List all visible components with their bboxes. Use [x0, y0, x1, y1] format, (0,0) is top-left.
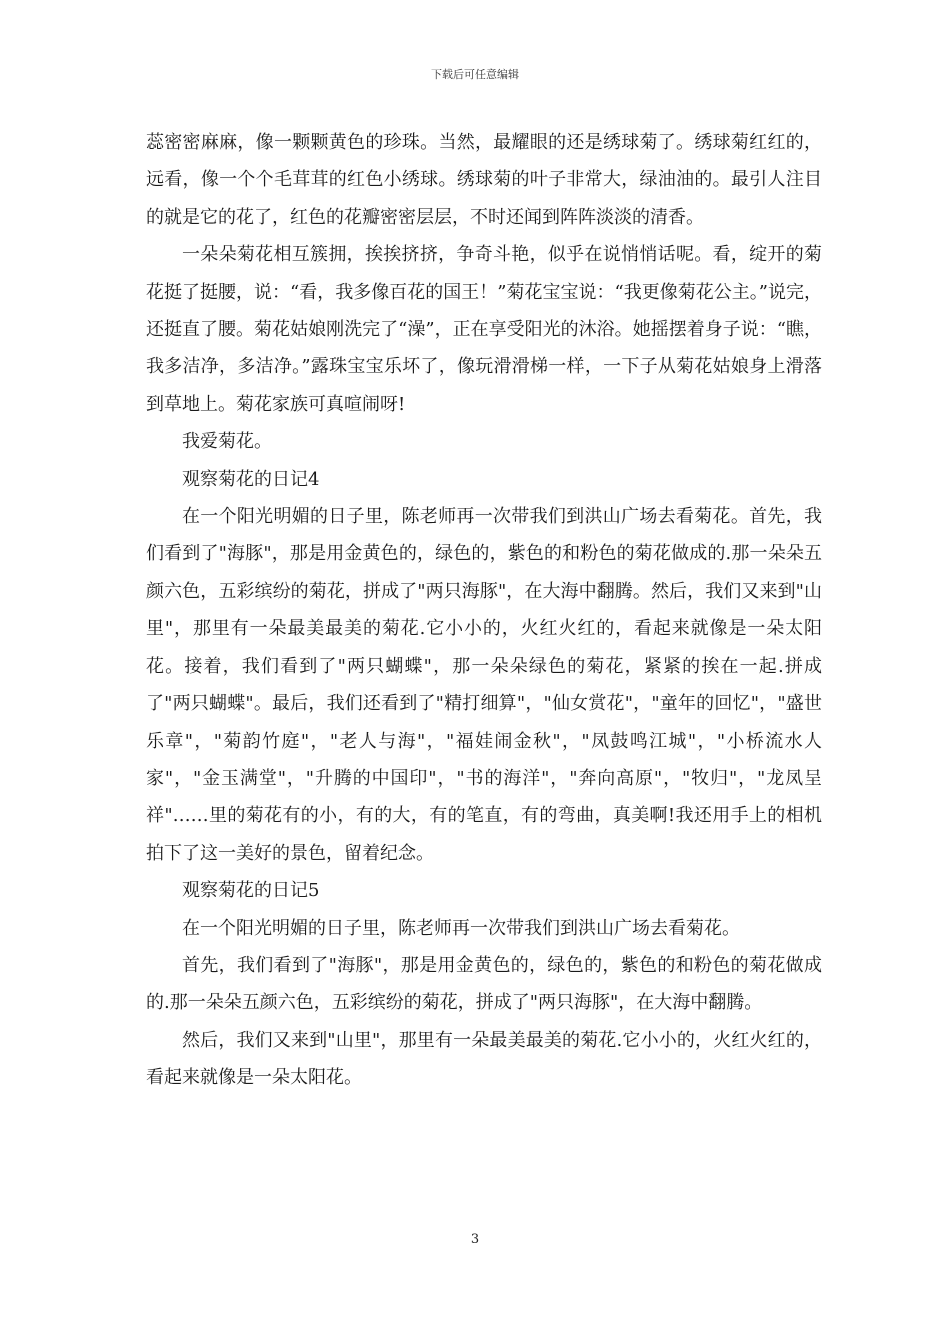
paragraph-diary-5-then: 然后，我们又来到"山里"，那里有一朵最美最美的菊花.它小小的，火红火红的，看起来就像是一朵太阳花。: [146, 1029, 822, 1089]
paragraph-diary-5-intro: 在一个阳光明媚的日子里，陈老师再一次带我们到洪山广场去看菊花。: [182, 917, 740, 939]
page-header: 下载后可任意编辑: [431, 68, 519, 81]
paragraph-diary-5-first: 首先，我们看到了"海豚"，那是用金黄色的，绿色的，紫色的和粉色的菊花做成的.那一朵朵五颜六色，五彩缤纷的菊花，拼成了"两只海豚"，在大海中翻腾。: [146, 954, 822, 1014]
document-body: [146, 124, 822, 1097]
page-number: 3: [470, 1232, 480, 1247]
paragraph-chrysanthemum-family: 一朵朵菊花相互簇拥，挨挨挤挤，争奇斗艳，似乎在说悄悄话呢。看，绽开的菊花挺了挺腰，说：“看，我多像百花的国王！”菊花宝宝说：“我更像菊花公主。”说完，还挺直了腰。菊花姑娘刚洗完了“澡”，正在享受阳光的沐浴。她摇摆着身子说：“瞧，我多洁净，多洁净。”露珠宝宝乐坏了，像玩滑滑梯一样，一下子从菊花姑娘身上滑落到草地上。菊花家族可真喧闹呀!: [146, 244, 822, 415]
paragraph-i-love-chrysanthemums: 我爱菊花。: [182, 431, 272, 453]
diary-heading-5: 观察菊花的日记5: [182, 880, 320, 902]
paragraph-diary-4-body: 在一个阳光明媚的日子里，陈老师再一次带我们到洪山广场去看菊花。首先，我们看到了"海豚"，那是用金黄色的，绿色的，紫色的和粉色的菊花做成的.那一朵朵五颜六色，五彩缤纷的菊花，拼成了"两只海豚"，在大海中翻腾。然后，我们又来到"山里"，那里有一朵最美最美的菊花.它小小的，火红火红的，看起来就像是一朵太阳花。接着，我们看到了"两只蝴蝶"，那一朵朵绿色的菊花，紧紧的挨在一起.拼成了"两只蝴蝶"。最后，我们还看到了"精打细算"，"仙女赏花"，"童年的回忆"，"盛世乐章"，"菊韵竹庭"，"老人与海"，"福娃闹金秋"，"凤鼓鸣江城"，"小桥流水人家"，"金玉满堂"，"升腾的中国印"，"书的海洋"，"奔向高原"，"牧归"，"龙凤呈祥"……里的菊花有的小，有的大，有的笔直，有的弯曲，真美啊!我还用手上的相机拍下了这一美好的景色，留着纪念。: [146, 506, 822, 864]
diary-heading-4: 观察菊花的日记4: [182, 468, 320, 490]
paragraph-continuation: 蕊密密麻麻，像一颗颗黄色的珍珠。当然，最耀眼的还是绣球菊了。绣球菊红红的，远看，像一个个毛茸茸的红色小绣球。绣球菊的叶子非常大，绿油油的。最引人注目的就是它的花了，红色的花瓣密密层层，不时还闻到阵阵淡淡的清香。: [146, 132, 822, 228]
